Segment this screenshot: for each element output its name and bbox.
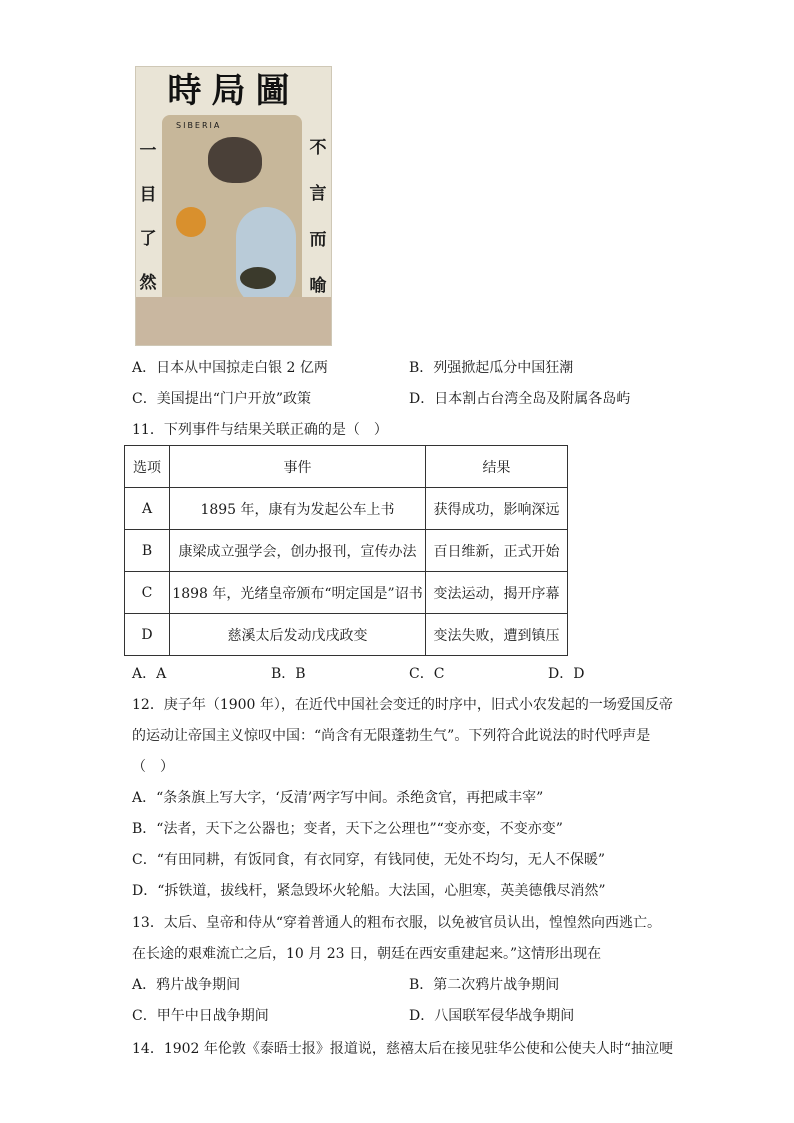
eagle-figure (240, 267, 276, 289)
table-cell: 获得成功，影响深远 (426, 488, 568, 530)
table-cell: 变法运动，揭开序幕 (426, 572, 568, 614)
table-row (125, 530, 568, 572)
left-caption-char: 然 (139, 273, 157, 293)
q10-option-b: B．列强掀起瓜分中国狂潮 (409, 360, 574, 376)
table-row (125, 488, 568, 530)
right-caption-char: 言 (309, 184, 327, 204)
table-header-cell: 结果 (426, 446, 568, 488)
q12-stem-line: 的运动让帝国主义惊叹中国：“尚含有无限蓬勃生气”。下列符合此说法的时代呼声是 (132, 728, 651, 744)
cartoon-title: 時局圖 (167, 71, 300, 111)
left-caption (138, 129, 158, 305)
q13-option-a: A．鸦片战争期间 (132, 977, 241, 993)
crowd-illustration (136, 297, 331, 345)
right-caption-char: 不 (309, 138, 327, 158)
q11-option-a: A．A (132, 666, 167, 682)
q14-stem-line: 14．1902 年伦敦《泰晤士报》报道说，慈禧太后在接见驻华公使和公使夫人时“抽泣哽 (132, 1041, 674, 1057)
q11-option-b: B．B (271, 666, 306, 682)
q13-stem-line: 13．太后、皇帝和侍从“穿着普通人的粗布衣服，以免被官员认出，惶惶然向西逃亡。 (132, 915, 661, 931)
q10-option-d: D．日本割占台湾全岛及附属各岛屿 (409, 391, 631, 407)
q12-option-b: B．“法者，天下之公器也；变者，天下之公理也”“变亦变，不变亦变” (132, 821, 563, 837)
q12-option-c: C．“有田同耕，有饭同食，有衣同穿，有钱同使，无处不均匀，无人不保暖” (132, 852, 606, 868)
cartoon-image (135, 66, 332, 346)
q12-option-a: A．“条条旗上写大字，‘反清’两字写中间。杀绝贪官，再把咸丰宰” (132, 790, 544, 806)
q13-stem-line: 在长途的艰难流亡之后，10 月 23 日，朝廷在西安重建起来。”这情形出现在 (132, 946, 602, 962)
table-cell: 百日维新，正式开始 (426, 530, 568, 572)
sea-area (236, 207, 296, 307)
left-caption-char: 了 (139, 229, 157, 249)
table-cell: A (125, 488, 170, 530)
table-cell: C (125, 572, 170, 614)
q12-stem-line: 12．庚子年（1900 年），在近代中国社会变迁的时序中，旧式小农发起的一场爱国反帝 (132, 697, 673, 713)
right-caption (307, 125, 329, 309)
table-cell: 慈溪太后发动戊戌政变 (170, 614, 426, 656)
table-row (125, 614, 568, 656)
q11-option-d: D．D (548, 666, 585, 682)
table-header-cell: 事件 (170, 446, 426, 488)
q10-option-a: A．日本从中国掠走白银 2 亿两 (132, 360, 328, 376)
bear-figure (208, 137, 262, 183)
right-caption-char: 喻 (309, 276, 327, 296)
q12-stem-line: （ ） (132, 759, 174, 775)
q13-option-c: C．甲午中日战争期间 (132, 1008, 269, 1024)
table-header-cell: 选项 (125, 446, 170, 488)
q10-option-c: C．美国提出“门户开放”政策 (132, 391, 312, 407)
right-caption-char: 而 (309, 230, 327, 250)
table-cell: D (125, 614, 170, 656)
q12-option-d: D．“拆铁道，拔线杆，紧急毁坏火轮船。大法国，心胆寒，英美德俄尽消然” (132, 883, 606, 899)
tiger-figure (176, 207, 206, 237)
table-cell: 1898 年，光绪皇帝颁布“明定国是”诏书 (170, 572, 426, 614)
table-header-row (125, 446, 568, 488)
map-label: SIBERIA (176, 121, 222, 130)
q13-option-b: B．第二次鸦片战争期间 (409, 977, 560, 993)
q11-option-c: C．C (409, 666, 445, 682)
table-row (125, 572, 568, 614)
left-caption-char: 一 (139, 141, 157, 161)
q11-table (124, 445, 568, 656)
q13-option-d: D．八国联军侵华战争期间 (409, 1008, 575, 1024)
left-caption-char: 目 (139, 185, 157, 205)
table-cell: 康梁成立强学会，创办报刊，宣传办法 (170, 530, 426, 572)
table-cell: 变法失败，遭到镇压 (426, 614, 568, 656)
q11-stem: 11．下列事件与结果关联正确的是（ ） (132, 422, 388, 438)
table-cell: B (125, 530, 170, 572)
table-cell: 1895 年，康有为发起公车上书 (170, 488, 426, 530)
